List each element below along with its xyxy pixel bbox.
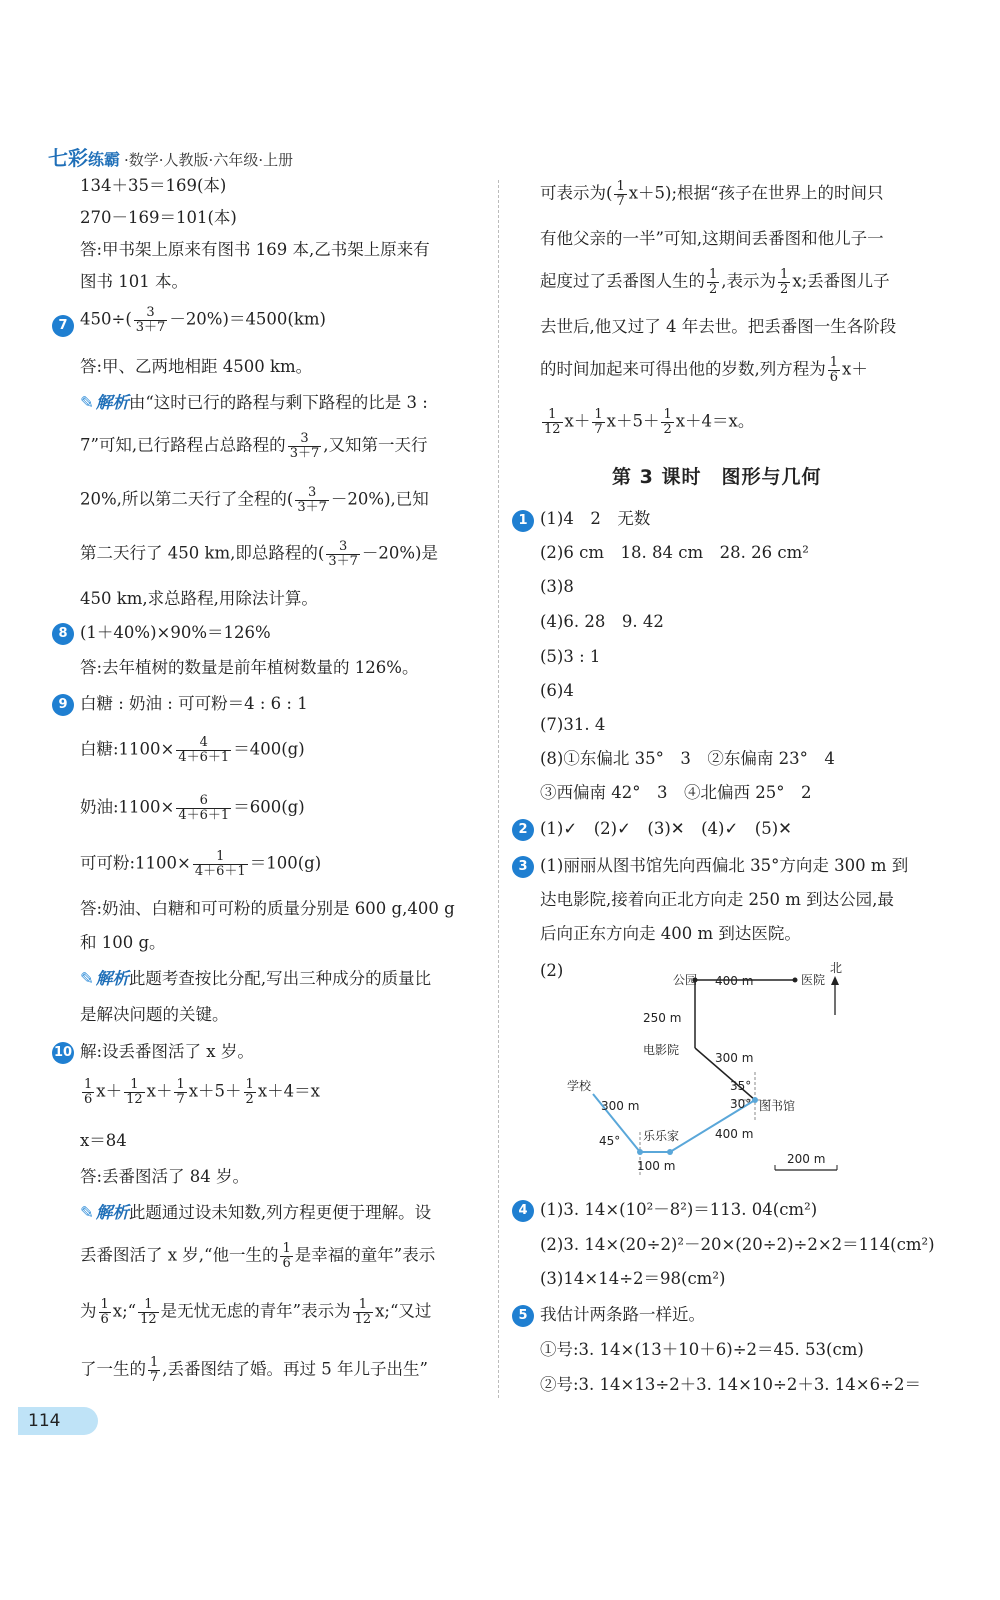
analysis-1: ✎ 解析由“这时已行的路程与剩下路程的比是 3 : <box>80 392 428 413</box>
label-north: 北 <box>830 961 843 975</box>
line: 134＋35＝169(本) <box>80 176 227 195</box>
q4-3: (3)14×14÷2＝98(cm²) <box>540 1269 726 1288</box>
q8-answer: 答:去年植树的数量是前年植树数量的 126%。 <box>80 658 419 677</box>
brand-sub: 练霸 <box>88 150 121 169</box>
q5-text: 我估计两条路一样近。 <box>540 1305 705 1324</box>
label-hospital: 医院 <box>801 973 826 987</box>
analysis-3: ✎ 解析此题通过设未知数,列方程更便于理解。设 <box>80 1202 431 1223</box>
hospital-dot <box>793 978 798 983</box>
q1-4: (4)6. 28 9. 42 <box>540 612 664 631</box>
column-divider <box>498 180 499 1398</box>
analysis-2: ✎ 解析此题考查按比分配,写出三种成分的质量比 <box>80 968 431 989</box>
q3-line: 达电影院,接着向正北方向走 250 m 到达公园,最 <box>540 890 894 909</box>
line: 答:甲书架上原来有图书 169 本,乙书架上原来有 <box>80 240 430 259</box>
question-number: 3 <box>512 856 534 878</box>
analysis-1-line: 450 km,求总路程,用除法计算。 <box>80 589 318 608</box>
question-number: 9 <box>52 694 74 716</box>
label-scale: 200 m <box>787 1152 826 1166</box>
page-number: 114 <box>18 1407 98 1435</box>
question-number: 5 <box>512 1305 534 1327</box>
line: 可表示为( $\frac{1}{7}$ x＋5);根据“孩子在世界上的时间只 <box>540 179 884 209</box>
analysis-3-line: 为 $\frac{1}{6}$ x;“ $\frac{1}{12}$ 是无忧无虑的青年”表示为 $\frac{1}{12}$ x;“又过 <box>80 1297 432 1327</box>
q3-line: (1)丽丽从图书馆先向西偏北 35°方向走 300 m 到 <box>540 856 909 875</box>
q5-2: ②号:3. 14×13÷2＋3. 14×10÷2＋3. 14×6÷2＝ <box>540 1375 921 1394</box>
line: 有他父亲的一半”可知,这期间丢番图和他儿子一 <box>540 229 884 248</box>
q4-1: (1)3. 14×(10²－8²)＝113. 04(cm²) <box>540 1200 818 1219</box>
q9-answer: 和 100 g。 <box>80 933 166 952</box>
analysis-1-line: 7”可知,已行路程占总路程的 $\frac{3}{3+7}$ ,又知第一天行 <box>80 431 428 461</box>
q10-setup: 解:设丢番图活了 x 岁。 <box>80 1042 254 1061</box>
page-header <box>48 142 293 171</box>
q7-answer: 答:甲、乙两地相距 4500 km。 <box>80 357 313 376</box>
q9-cocoa: 可可粉:1100× $\frac{1}{4+6+1}$ ＝100(g) <box>80 849 322 879</box>
q5-1: ①号:3. 14×(13＋10＋6)÷2＝45. 53(cm) <box>540 1340 864 1359</box>
question-number: 8 <box>52 623 74 645</box>
section-title: 第 3 课时 图形与几何 <box>612 466 822 488</box>
label-cinema: 电影院 <box>643 1043 680 1057</box>
line: 图书 101 本。 <box>80 272 188 291</box>
label-angle35: 35° <box>730 1079 752 1093</box>
label-d400: 400 m <box>715 974 754 988</box>
analysis-2-line: 是解决问题的关键。 <box>80 1005 229 1024</box>
home-dot <box>637 1149 643 1155</box>
q8-equation: (1＋40%)×90%＝126% <box>80 623 271 642</box>
q9-answer: 答:奶油、白糖和可可粉的质量分别是 600 g,400 g <box>80 899 455 918</box>
analysis-3-line: 丢番图活了 x 岁,“他一生的 $\frac{1}{6}$ 是幸福的童年”表示 <box>80 1241 436 1271</box>
q1-7: (7)31. 4 <box>540 715 606 734</box>
q2-answers: (1)✓ (2)✓ (3)✕ (4)✓ (5)✕ <box>540 819 792 838</box>
label-school: 学校 <box>567 1079 592 1093</box>
q1-1: (1)4 2 无数 <box>540 509 651 528</box>
label-park: 公园 <box>673 973 698 987</box>
line: 去世后,他又过了 4 年去世。把丢番图一生各阶段 <box>540 317 897 336</box>
line: 270－169＝101(本) <box>80 208 237 227</box>
question-number: 1 <box>512 510 534 532</box>
q1-6: (6)4 <box>540 681 574 700</box>
line: 的时间加起来可得出他的岁数,列方程为 $\frac{1}{6}$ x＋ <box>540 355 868 385</box>
q10-solution: x＝84 <box>80 1131 127 1150</box>
q10-equation: $\frac{1}{6}$ x＋ $\frac{1}{12}$ x＋ $\frac{1}{7}$ x＋5＋ $\frac{1}{2}$ x＋4＝x <box>84 1077 320 1107</box>
label-angle45: 45° <box>599 1134 621 1148</box>
label-library: 图书馆 <box>759 1099 796 1113</box>
q9-butter: 奶油:1100× $\frac{6}{4+6+1}$ ＝600(g) <box>80 793 305 823</box>
line: 起度过了丢番图人生的 $\frac{1}{2}$ ,表示为 $\frac{1}{2}$ x;丢番图儿子 <box>540 267 890 297</box>
label-d100: 100 m <box>637 1159 676 1173</box>
analysis-1-line: 第二天行了 450 km,即总路程的( $\frac{3}{3+7}$ －20%)是 <box>80 539 438 569</box>
book-subtitle: ·数学·人教版·六年级·上册 <box>124 151 294 169</box>
q1-3: (3)8 <box>540 577 574 596</box>
label-angle30: 30° <box>730 1097 752 1111</box>
library-dot <box>752 1097 758 1103</box>
analysis-3-line: 了一生的 $\frac{1}{7}$ ,丢番图结了婚。再过 5 年儿子出生” <box>80 1355 428 1385</box>
q3-line: 后向正东方向走 400 m 到达医院。 <box>540 924 801 943</box>
q1-8b: ③西偏南 42° 3 ④北偏西 25° 2 <box>540 783 812 802</box>
label-d400b: 400 m <box>715 1127 754 1141</box>
label-d300a: 300 m <box>715 1051 754 1065</box>
turn-dot <box>667 1149 673 1155</box>
question-number: 10 <box>52 1042 74 1064</box>
question-number: 4 <box>512 1200 534 1222</box>
q9-sugar: 白糖:1100× $\frac{4}{4+6+1}$ ＝400(g) <box>80 735 305 765</box>
q1-8: (8)①东偏北 35° 3 ②东偏南 23° 4 <box>540 749 835 768</box>
q1-2: (2)6 cm 18. 84 cm 28. 26 cm² <box>540 543 809 562</box>
q1-5: (5)3 : 1 <box>540 647 601 666</box>
q7-equation: 450÷( $\frac{3}{3+7}$ －20%)＝4500(km) <box>80 305 326 335</box>
route-map <box>565 960 855 1190</box>
q3-2: (2) <box>540 961 564 980</box>
q9-ratio: 白糖 : 奶油 : 可可粉＝4 : 6 : 1 <box>80 694 308 713</box>
north-arrowhead-icon <box>831 976 839 985</box>
q4-2: (2)3. 14×(20÷2)²－20×(20÷2)÷2×2＝114(cm²) <box>540 1235 935 1254</box>
line: $\frac{1}{12}$ x＋ $\frac{1}{7}$ x＋5＋ $\frac{1}{2}$ x＋4＝x。 <box>544 407 755 437</box>
brand-logo: 七彩 <box>48 146 88 170</box>
label-d300b: 300 m <box>601 1099 640 1113</box>
analysis-1-line: 20%,所以第二天行了全程的( $\frac{3}{3+7}$ －20%),已知 <box>80 485 429 515</box>
q10-answer: 答:丢番图活了 84 岁。 <box>80 1167 250 1186</box>
label-d250: 250 m <box>643 1011 682 1025</box>
label-lele: 乐乐家 <box>643 1129 680 1143</box>
question-number: 2 <box>512 819 534 841</box>
question-number: 7 <box>52 315 74 337</box>
